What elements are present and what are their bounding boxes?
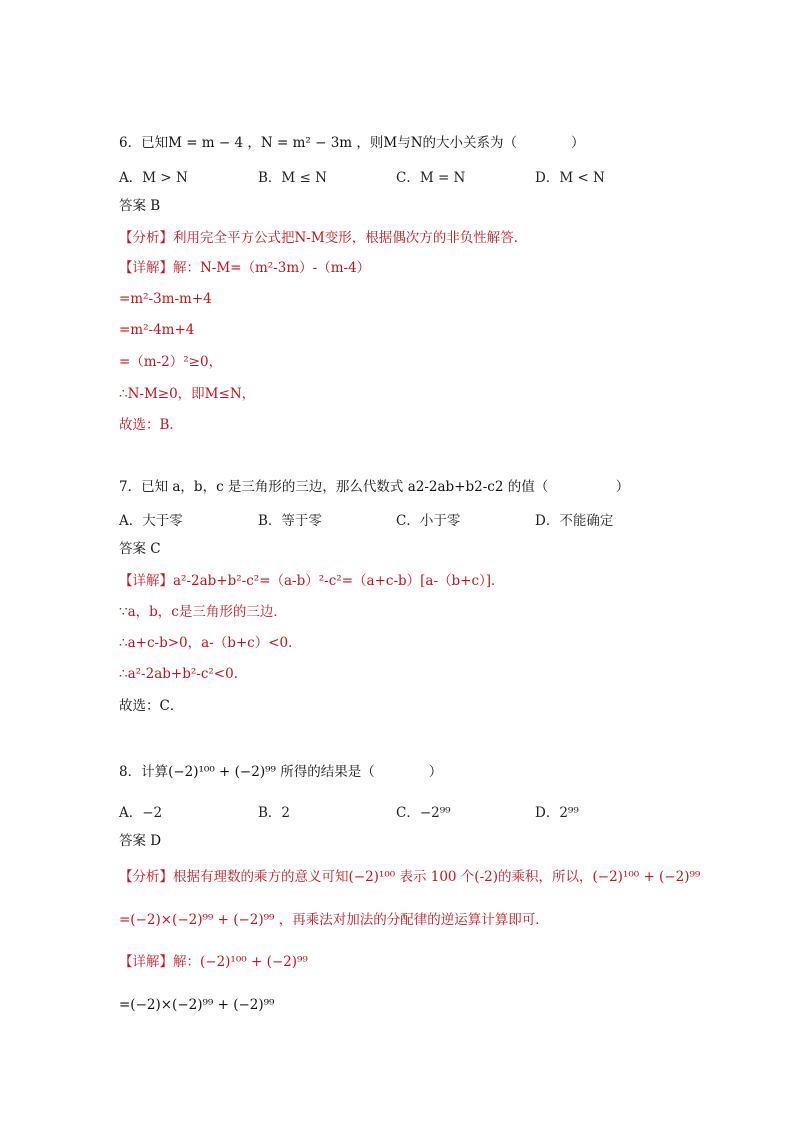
q7-detail-1: 【详解】a²-2ab+b²-c²=（a-b）²-c²=（a+c-b）[a-（b+c）]． [119, 573, 505, 589]
q7-detail-4: ∴a²-2ab+b²-c²<0． [119, 666, 248, 682]
q6-detail-2: =m²-3m-m+4 [119, 291, 212, 307]
q6-detail-4: =（m-2）²≥0， [119, 354, 223, 370]
q6-option-d: D．M < N [535, 170, 605, 186]
q6-option-c: C．M = N [396, 170, 466, 186]
q6-option-a: A．M > N [119, 170, 188, 186]
q8-option-a: A．−2 [119, 805, 163, 821]
q8-stem: 8．计算(−2)¹⁰⁰ + (−2)⁹⁹ 所得的结果是（ ） [119, 764, 443, 780]
q7-stem: 7．已知 a，b，c 是三角形的三边，那么代数式 a2-2ab+b2-c2 的值（ ） [119, 479, 630, 495]
q6-stem: 6．已知M = m − 4 ，N = m² − 3m ，则M与N的大小关系为（ ） [119, 135, 585, 151]
q8-analysis-2: =(−2)×(−2)⁹⁹ + (−2)⁹⁹ ，再乘法对加法的分配律的逆运算计算即可． [119, 912, 549, 928]
q6-option-b: B．M ≤ N [258, 170, 327, 186]
q8-answer: 答案 D [119, 833, 162, 849]
q8-detail-1: 【详解】解：(−2)¹⁰⁰ + (−2)⁹⁹ [119, 954, 308, 970]
q6-detail-1: 【详解】解：N-M=（m²-3m）-（m-4） [119, 260, 371, 276]
q6-detail-5: ∴N-M≥0，即M≤N， [119, 386, 256, 402]
q7-option-a: A．大于零 [119, 513, 183, 529]
q7-option-b: B．等于零 [258, 513, 322, 529]
q6-detail-3: =m²-4m+4 [119, 322, 195, 338]
q8-option-c: C．−2⁹⁹ [396, 805, 451, 821]
q7-detail-2: ∵a，b，c是三角形的三边． [119, 604, 287, 620]
q8-option-b: B．2 [258, 805, 291, 821]
q7-option-d: D．不能确定 [535, 513, 614, 529]
q7-detail-3: ∴a+c-b>0，a-（b+c）<0． [119, 635, 302, 651]
q6-answer: 答案 B [119, 198, 161, 214]
q6-choose: 故选：B． [119, 417, 183, 433]
q8-analysis-1: 【分析】根据有理数的乘方的意义可知(−2)¹⁰⁰ 表示 100 个(-2)的乘积，所以，(−2)¹⁰⁰ + (−2)⁹⁹ [119, 869, 701, 885]
q6-analysis: 【分析】利用完全平方公式把N-M变形，根据偶次方的非负性解答． [119, 230, 528, 246]
q7-option-c: C．小于零 [396, 513, 461, 529]
q7-answer: 答案 C [119, 541, 161, 557]
q8-detail-2: =(−2)×(−2)⁹⁹ + (−2)⁹⁹ [119, 997, 275, 1013]
q8-option-d: D．2⁹⁹ [535, 805, 579, 821]
q7-choose: 故选：C． [119, 698, 184, 714]
